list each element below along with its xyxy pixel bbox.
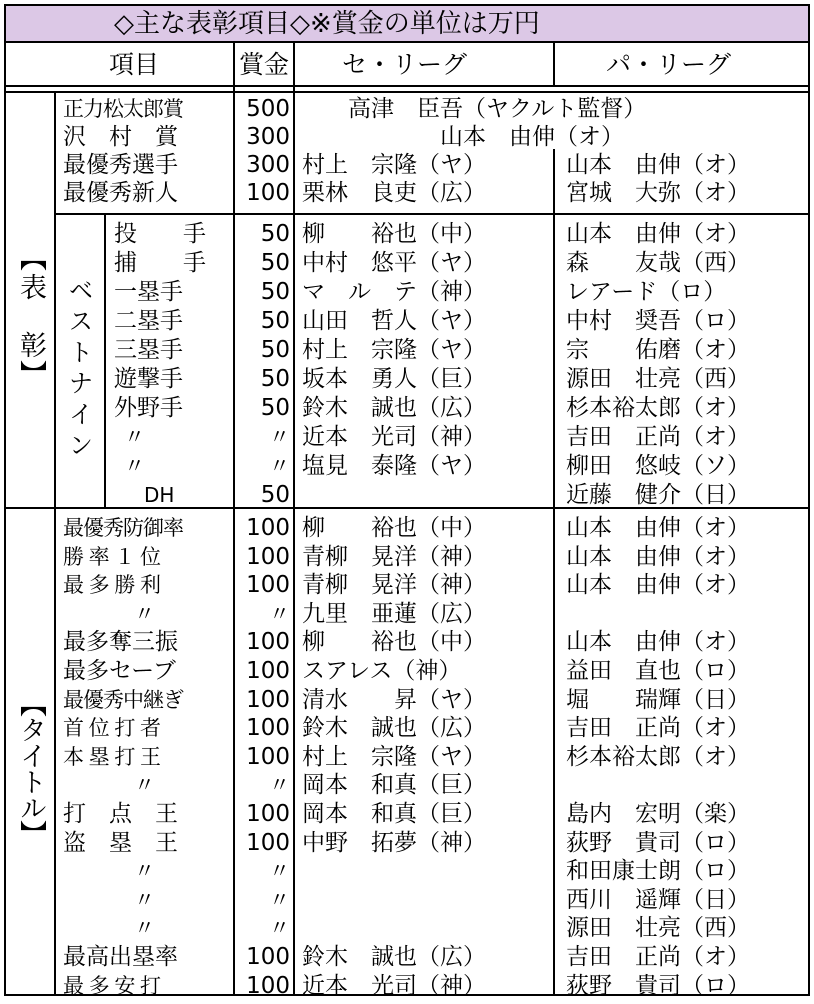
best-nine-pacific: 近藤 健介（日） bbox=[566, 482, 750, 508]
title-prize: 100 bbox=[246, 515, 290, 541]
best-nine-pacific: 森 友哉（西） bbox=[566, 250, 750, 276]
award-prize: 300 bbox=[246, 152, 290, 178]
title-category: 〃 bbox=[134, 887, 155, 912]
best-nine-prize: 50 bbox=[260, 395, 290, 421]
title-pacific: 吉田 正尚（オ） bbox=[566, 715, 750, 742]
title-central: 岡本 和真（巨） bbox=[302, 801, 486, 827]
title-central: 岡本 和真（巨） bbox=[302, 772, 486, 799]
title-pacific: 杉本裕太郎（オ） bbox=[566, 743, 750, 770]
title-pacific: 山本 由伸（オ） bbox=[566, 543, 750, 570]
best-nine-prize: 50 bbox=[260, 337, 290, 363]
title-central: 中野 拓夢（神） bbox=[302, 829, 486, 856]
best-nine-pacific: 宗 佑磨（オ） bbox=[566, 337, 750, 363]
best-nine-position: 〃 bbox=[124, 425, 145, 449]
title-prize: 〃 bbox=[269, 859, 290, 884]
award-item: 最優秀選手 bbox=[63, 152, 178, 178]
title-category: 最多奪三振 bbox=[63, 629, 178, 656]
best-nine-prize: 〃 bbox=[269, 425, 290, 449]
special-awards-bottom-rule bbox=[54, 213, 808, 215]
header-pacific-league: パ・リーグ bbox=[606, 50, 732, 79]
best-nine-prize: 50 bbox=[260, 482, 290, 508]
best-nine-central: 柳 裕也（中） bbox=[302, 221, 486, 247]
title-central: 九里 亜蓮（広） bbox=[302, 600, 486, 627]
title-category: 〃 bbox=[134, 916, 155, 941]
award-pacific: 宮城 大弥（オ） bbox=[566, 180, 750, 206]
award-item: 正力松太郎賞 bbox=[63, 97, 183, 121]
best-nine-prize: 50 bbox=[260, 221, 290, 247]
pacific-column-rule bbox=[553, 149, 555, 994]
best-nine-pacific: レアード（ロ） bbox=[566, 279, 727, 305]
title-category: 最 多 安 打 bbox=[63, 973, 161, 998]
title-pacific: 西川 遥輝（日） bbox=[566, 886, 750, 913]
best-nine-central: 山田 哲人（ヤ） bbox=[302, 308, 486, 334]
best-nine-central: 近本 光司（神） bbox=[302, 424, 486, 450]
title-prize: 〃 bbox=[269, 887, 290, 912]
award-central: 栗林 良吏（広） bbox=[302, 180, 486, 206]
best-nine-position: 一塁手 bbox=[114, 279, 183, 305]
title-prize: 100 bbox=[246, 944, 290, 970]
title-pacific: 荻野 貴司（ロ） bbox=[566, 972, 750, 999]
best-nine-position: DH bbox=[144, 483, 175, 507]
title-prize: 100 bbox=[246, 829, 290, 856]
best-nine-pacific: 中村 奨吾（ロ） bbox=[566, 308, 750, 334]
title-prize: 100 bbox=[246, 715, 290, 742]
header-bottom-rule bbox=[6, 85, 808, 87]
title-prize: 〃 bbox=[269, 601, 290, 626]
best-nine-central: 村上 宗隆（ヤ） bbox=[302, 337, 486, 363]
best-nine-pacific: 山本 由伸（オ） bbox=[566, 221, 750, 247]
title-central: 鈴木 誠也（広） bbox=[302, 944, 486, 970]
best-nine-pacific: 源田 壮亮（西） bbox=[566, 366, 750, 392]
header-prize: 賞金 bbox=[239, 50, 290, 79]
title-prize: 100 bbox=[246, 658, 290, 684]
title-category: 本 塁 打 王 bbox=[63, 744, 161, 769]
title-central: 柳 裕也（中） bbox=[302, 515, 486, 541]
title-prize: 100 bbox=[246, 801, 290, 827]
title-category: 打 点 王 bbox=[63, 801, 178, 827]
title-category: 〃 bbox=[134, 601, 155, 626]
best-nine-prize: 50 bbox=[260, 366, 290, 392]
title-category: 〃 bbox=[134, 859, 155, 884]
title-central: 柳 裕也（中） bbox=[302, 629, 486, 656]
title-category: 最優秀防御率 bbox=[63, 516, 183, 540]
title-category: 〃 bbox=[134, 773, 155, 798]
central-column-rule bbox=[293, 43, 295, 994]
best-nine-position: 〃 bbox=[124, 454, 145, 478]
title-category: 首 位 打 者 bbox=[63, 716, 161, 741]
title-category: 最多セーブ bbox=[63, 658, 176, 684]
award-pacific: 山本 由伸（オ） bbox=[566, 152, 750, 178]
best-nine-pacific: 吉田 正尚（オ） bbox=[566, 424, 750, 450]
title-central: 村上 宗隆（ヤ） bbox=[302, 743, 486, 770]
title-pacific: 島内 宏明（楽） bbox=[566, 801, 750, 827]
title-category: 最優秀中継ぎ bbox=[63, 687, 183, 712]
best-nine-label-rule bbox=[104, 213, 106, 507]
header-double-rule bbox=[6, 91, 808, 93]
title-pacific: 吉田 正尚（オ） bbox=[566, 944, 750, 970]
best-nine-position: 捕 手 bbox=[114, 250, 206, 276]
titles-label-rule bbox=[54, 507, 56, 994]
pacific-header-rule bbox=[553, 43, 555, 85]
best-nine-central: 塩見 泰隆（ヤ） bbox=[302, 453, 486, 479]
best-nine-prize: 〃 bbox=[269, 454, 290, 478]
title-category: 勝 率 １ 位 bbox=[63, 544, 161, 569]
title-prize: 100 bbox=[246, 629, 290, 656]
best-nine-pacific: 柳田 悠岐（ソ） bbox=[566, 453, 750, 479]
title-pacific: 山本 由伸（オ） bbox=[566, 629, 750, 656]
best-nine-prize: 50 bbox=[260, 308, 290, 334]
titles-section-label: 【タイトル】 bbox=[15, 690, 46, 846]
title-prize: 100 bbox=[246, 572, 290, 599]
award-item: 沢 村 賞 bbox=[63, 124, 178, 150]
title-central: 近本 光司（神） bbox=[302, 972, 486, 999]
award-recipient: 山本 由伸（オ） bbox=[440, 124, 624, 150]
title-prize: 〃 bbox=[269, 916, 290, 941]
title-pacific: 益田 直也（ロ） bbox=[566, 658, 750, 684]
award-recipient: 高津 臣吾（ヤクルト監督） bbox=[348, 96, 647, 122]
title-pacific: 荻野 貴司（ロ） bbox=[566, 829, 750, 856]
title-central: スアレス（神） bbox=[302, 658, 462, 684]
awards-label-rule bbox=[54, 91, 56, 507]
title-pacific: 堀 瑞輝（日） bbox=[566, 686, 750, 713]
award-prize: 300 bbox=[246, 124, 290, 150]
title-central: 青柳 晃洋（神） bbox=[302, 543, 486, 570]
title-pacific: 山本 由伸（オ） bbox=[566, 515, 750, 541]
title-pacific: 源田 壮亮（西） bbox=[566, 915, 750, 942]
best-nine-central: マ ル テ（神） bbox=[302, 279, 486, 305]
title-prize: 100 bbox=[246, 686, 290, 713]
best-nine-central: 坂本 勇人（巨） bbox=[302, 366, 486, 392]
best-nine-label: ベストナイン bbox=[65, 277, 94, 463]
title-prize: 100 bbox=[246, 743, 290, 770]
best-nine-pacific: 杉本裕太郎（オ） bbox=[566, 395, 750, 421]
awards-section-label: 【表 彰】 bbox=[15, 244, 46, 389]
title-pacific: 和田康士朗（ロ） bbox=[566, 858, 750, 885]
title-category: 最 多 勝 利 bbox=[63, 573, 161, 598]
award-prize: 100 bbox=[246, 180, 290, 206]
best-nine-prize: 50 bbox=[260, 279, 290, 305]
best-nine-position: 投 手 bbox=[114, 221, 206, 247]
title-prize: 〃 bbox=[269, 773, 290, 798]
awards-table bbox=[4, 4, 810, 999]
award-prize: 500 bbox=[246, 96, 290, 122]
title-central: 鈴木 誠也（広） bbox=[302, 715, 486, 742]
best-nine-central: 鈴木 誠也（広） bbox=[302, 395, 486, 421]
best-nine-position: 三塁手 bbox=[114, 337, 183, 363]
best-nine-position: 外野手 bbox=[114, 395, 183, 421]
award-central: 村上 宗隆（ヤ） bbox=[302, 152, 486, 178]
title-prize: 100 bbox=[246, 972, 290, 999]
title-category: 最高出塁率 bbox=[63, 944, 178, 970]
best-nine-position: 遊撃手 bbox=[114, 366, 183, 392]
table-title: ◇主な表彰項目◇※賞金の単位は万円 bbox=[6, 6, 808, 43]
title-central: 青柳 晃洋（神） bbox=[302, 572, 486, 599]
header-item: 項目 bbox=[109, 50, 160, 79]
title-prize: 100 bbox=[246, 543, 290, 570]
best-nine-position: 二塁手 bbox=[114, 308, 183, 334]
title-pacific: 山本 由伸（オ） bbox=[566, 572, 750, 599]
best-nine-central: 中村 悠平（ヤ） bbox=[302, 250, 486, 276]
best-nine-prize: 50 bbox=[260, 250, 290, 276]
title-category: 盗 塁 王 bbox=[63, 829, 178, 856]
title-central: 清水 昇（ヤ） bbox=[302, 686, 486, 713]
award-item: 最優秀新人 bbox=[63, 180, 178, 206]
header-central-league: セ・リーグ bbox=[342, 50, 468, 79]
